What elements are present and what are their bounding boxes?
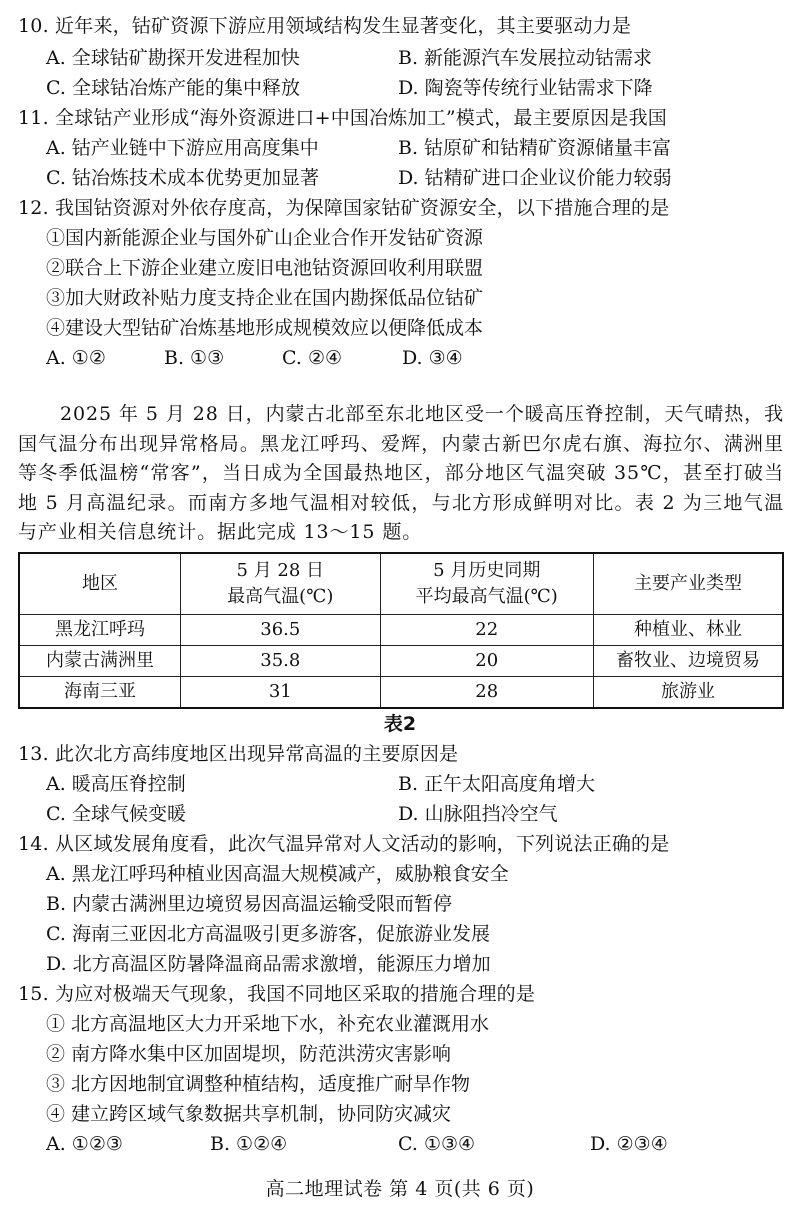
climate-industry-table	[18, 552, 784, 709]
question-15-option-b: B. ①②④	[210, 1133, 288, 1155]
question-13-stem: 13. 此次北方高纬度地区出现异常高温的主要原因是	[18, 743, 459, 765]
table-header-cell: 5 月 28 日 最高气温(℃)	[181, 553, 380, 615]
question-15-item-2: ② 南方降水集中区加固堤坝，防范洪涝灾害影响	[46, 1043, 452, 1065]
passage-text: 2025 年 5 月 28 日，内蒙古北部至东北地区受一个暖高压脊控制，天气晴热，我国气温分布出现异常格局。黑龙江呼玛、爱辉，内蒙古新巴尔虎右旗、海拉尔、满洲里等冬季低温榜“常客”，当日成为全国最热地区，部分地区气温突破 35℃，甚至打破当地 5 月高温纪录。而南方多地气温相对较低，与北方形成鲜明对比。表 2 为三地气温与产业相关信息统计。据此完成 13～15 题。	[18, 403, 784, 543]
question-14-option-c: C. 海南三亚因北方高温吸引更多游客，促旅游业发展	[46, 923, 490, 945]
question-12-stem: 12. 我国钴资源对外依存度高，为保障国家钴矿资源安全，以下措施合理的是	[18, 197, 670, 219]
table-row	[19, 677, 783, 709]
question-12-option-d: D. ③④	[402, 347, 463, 369]
question-15-option-c: C. ①③④	[398, 1133, 476, 1155]
table-header-cell: 5 月历史同期 平均最高气温(℃)	[380, 553, 593, 615]
question-11-option-c: C. 钴冶炼技术成本优势更加显著	[46, 167, 319, 189]
table-cell: 旅游业	[593, 677, 783, 709]
question-15-item-1: ① 北方高温地区大力开采地下水，补充农业灌溉用水	[46, 1013, 490, 1035]
table-cell: 黑龙江呼玛	[19, 615, 181, 646]
question-12-item-1: ①国内新能源企业与国外矿山企业合作开发钴矿资源	[46, 227, 484, 249]
question-12-item-2: ②联合上下游企业建立废旧电池钴资源回收利用联盟	[46, 257, 484, 279]
question-12-item-4: ④建设大型钴矿冶炼基地形成规模效应以便降低成本	[46, 317, 484, 339]
table-cell: 35.8	[181, 646, 380, 677]
table-row	[19, 615, 783, 646]
question-15-item-3: ③ 北方因地制宜调整种植结构，适度推广耐旱作物	[46, 1073, 471, 1095]
table-cell: 畜牧业、边境贸易	[593, 646, 783, 677]
question-15-stem: 15. 为应对极端天气现象，我国不同地区采取的措施合理的是	[18, 983, 536, 1005]
question-12-option-c: C. ②④	[282, 347, 343, 369]
question-13-option-d: D. 山脉阻挡冷空气	[398, 803, 558, 825]
question-14-option-a: A. 黑龙江呼玛种植业因高温大规模减产，威胁粮食安全	[46, 863, 509, 885]
question-12-option-b: B. ①③	[164, 347, 225, 369]
table-cell: 31	[181, 677, 380, 709]
table-cell: 内蒙古满洲里	[19, 646, 181, 677]
question-10-option-d: D. 陶瓷等传统行业钴需求下降	[398, 77, 653, 99]
question-11-stem: 11. 全球钴产业形成“海外资源进口+中国冶炼加工”模式，最主要原因是我国	[18, 107, 668, 129]
table-header-cell: 地区	[19, 553, 181, 615]
passage	[18, 400, 784, 548]
question-10-stem: 10. 近年来，钴矿资源下游应用领域结构发生显著变化，其主要驱动力是	[18, 15, 632, 37]
question-12-item-3: ③加大财政补贴力度支持企业在国内勘探低品位钴矿	[46, 287, 484, 309]
question-11-option-a: A. 钴产业链中下游应用高度集中	[46, 137, 319, 159]
table-cell: 28	[380, 677, 593, 709]
question-14-option-d: D. 北方高温区防暑降温商品需求激增，能源压力增加	[46, 953, 491, 975]
table-cell: 海南三亚	[19, 677, 181, 709]
question-14-option-b: B. 内蒙古满洲里边境贸易因高温运输受限而暂停	[46, 893, 453, 915]
question-13-option-c: C. 全球气候变暖	[46, 803, 186, 825]
table-header-cell: 主要产业类型	[593, 553, 783, 615]
question-11-option-d: D. 钴精矿进口企业议价能力较弱	[398, 167, 672, 189]
question-15-option-d: D. ②③④	[590, 1133, 668, 1155]
question-15-item-4: ④ 建立跨区域气象数据共享机制，协同防灾减灾	[46, 1103, 452, 1125]
table-caption: 表2	[383, 713, 417, 735]
question-13-option-b: B. 正午太阳高度角增大	[398, 773, 596, 795]
table-cell: 22	[380, 615, 593, 646]
table-header-row	[19, 553, 783, 615]
question-10-option-a: A. 全球钴矿勘探开发进程加快	[46, 47, 300, 69]
question-14-stem: 14. 从区域发展角度看，此次气温异常对人文活动的影响，下列说法正确的是	[18, 833, 670, 855]
question-11-option-b: B. 钴原矿和钴精矿资源储量丰富	[398, 137, 672, 159]
table-cell: 种植业、林业	[593, 615, 783, 646]
question-15-option-a: A. ①②③	[46, 1133, 123, 1155]
page-footer: 高二地理试卷 第 4 页(共 6 页)	[265, 1178, 535, 1200]
question-12-option-a: A. ①②	[46, 347, 106, 369]
question-10-option-c: C. 全球钴冶炼产能的集中释放	[46, 77, 300, 99]
question-13-option-a: A. 暖高压脊控制	[46, 773, 186, 795]
table-cell: 20	[380, 646, 593, 677]
question-10-option-b: B. 新能源汽车发展拉动钴需求	[398, 47, 653, 69]
table-row	[19, 646, 783, 677]
table-cell: 36.5	[181, 615, 380, 646]
